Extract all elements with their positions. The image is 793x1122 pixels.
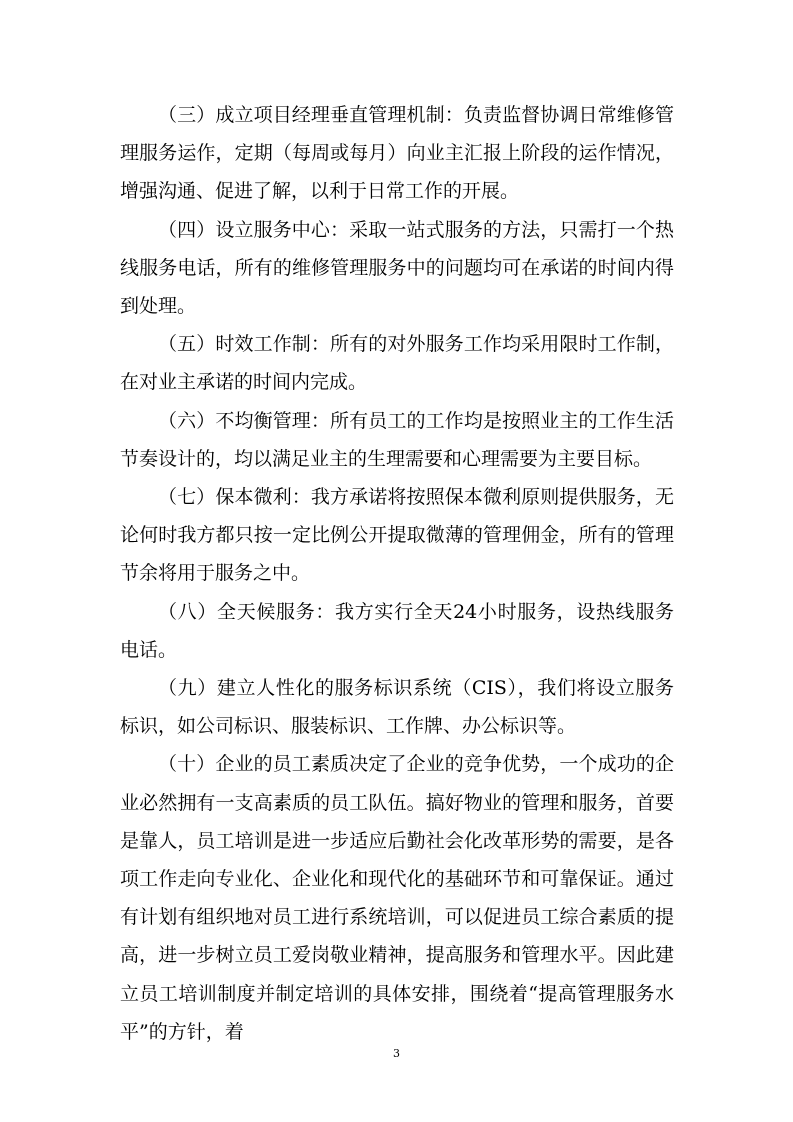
paragraph-project-manager-mechanism: （三）成立项目经理垂直管理机制：负责监督协调日常维修管理服务运作，定期（每周或每月）向业主汇报上阶段的运作情况，增强沟通、促进了解，以利于日常工作的开展。 — [120, 104, 674, 203]
paragraph-break-even: （七）保本微利：我方承诺将按照保本微利原则提供服务，无论何时我方都只按一定比例公开提取微薄的管理佣金，所有的管理节余将用于服务之中。 — [120, 486, 674, 585]
paragraph-service-identity-system: （九）建立人性化的服务标识系统（CIS），我们将设立服务标识，如公司标识、服装标识、工作牌、办公标识等。 — [120, 677, 674, 738]
document-body — [120, 96, 674, 1051]
page-number: 3 — [393, 1047, 400, 1060]
paragraph-staff-quality: （十）企业的员工素质决定了企业的竞争优势，一个成功的企业必然拥有一支高素质的员工队伍。搞好物业的管理和服务，首要是靠人，员工培训是进一步适应后勤社会化改革形势的需要，是各项工作走向专业化、企业化和现代化的基础环节和可靠保证。通过有计划有组织地对员工进行系统培训，可以促进员工综合素质的提高，进一步树立员工爱岗敬业精神，提高服务和管理水平。因此建立员工培训制度并制定培训的具体安排，围绕着“提高管理服务水平”的方针，着 — [120, 753, 674, 1043]
paragraph-all-day-service: （八）全天候服务：我方实行全天24小时服务，设热线服务电话。 — [120, 600, 674, 661]
paragraph-unbalanced-management: （六）不均衡管理：所有员工的工作均是按照业主的工作生活节奏设计的，均以满足业主的生理需要和心理需要为主要目标。 — [120, 409, 674, 470]
paragraph-time-efficiency: （五）时效工作制：所有的对外服务工作均采用限时工作制，在对业主承诺的时间内完成。 — [120, 333, 674, 394]
paragraph-service-center: （四）设立服务中心：采取一站式服务的方法，只需打一个热线服务电话，所有的维修管理服务中的问题均可在承诺的时间内得到处理。 — [120, 218, 674, 318]
